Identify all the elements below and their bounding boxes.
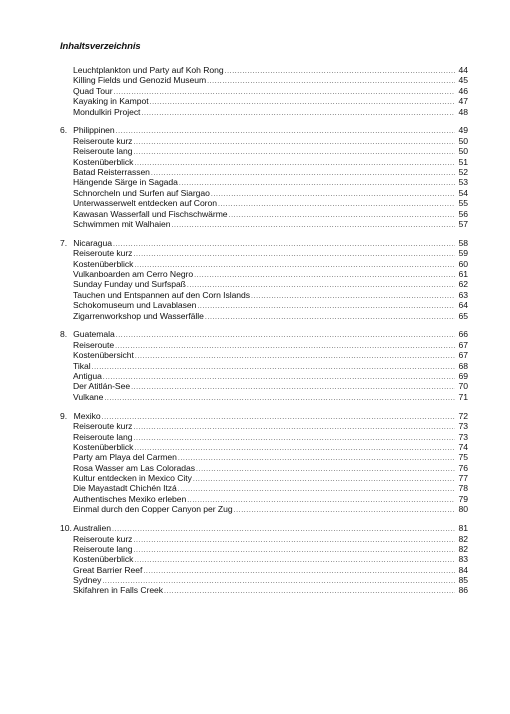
entry-page-number: 70 (458, 381, 468, 392)
entry-title: Batad Reisterrassen (73, 167, 150, 178)
entry-page-number: 83 (458, 554, 468, 565)
entry-title: Reiseroute kurz (73, 421, 133, 432)
entry-page-number: 65 (458, 310, 468, 321)
entry-page-number: 53 (458, 177, 468, 188)
toc-group (60, 125, 468, 229)
entry-title: Sydney (73, 575, 102, 586)
dot-leader (234, 506, 455, 516)
entry-page-number: 76 (458, 462, 468, 473)
entry-page-number: 64 (458, 300, 468, 311)
entry-title: Killing Fields und Genozid Museum (73, 75, 207, 86)
toc-entry-row[interactable] (60, 107, 468, 117)
toc-entry-row[interactable] (60, 371, 468, 381)
toc-chapter-row[interactable] (60, 523, 468, 533)
toc-group (60, 329, 468, 402)
entry-page-number: 67 (458, 350, 468, 361)
toc-entry-row[interactable] (60, 300, 468, 310)
dot-leader (102, 413, 455, 423)
entry-page-number: 79 (458, 493, 468, 504)
entry-title: Quad Tour (73, 85, 113, 96)
chapter-title: Philippinen (73, 125, 115, 136)
entry-page-number: 46 (458, 85, 468, 96)
entry-page-number: 55 (458, 198, 468, 209)
dot-leader (151, 169, 455, 179)
entry-title: Reiseroute lang (73, 543, 133, 554)
dot-leader (116, 127, 455, 137)
entry-title: Schwimmen mit Walhaien (73, 218, 171, 229)
entry-page-number: 50 (458, 146, 468, 157)
dot-leader (179, 179, 455, 189)
toc-entry-row[interactable] (60, 381, 468, 391)
entry-title: Reiseroute lang (73, 431, 133, 442)
entry-title: Reiseroute kurz (73, 248, 133, 259)
entry-page-number: 50 (458, 135, 468, 146)
entry-title: Kayaking in Kampot (73, 96, 149, 107)
entry-page-number: 68 (458, 360, 468, 371)
chapter-title: Nicaragua (73, 237, 112, 248)
entry-title: Die Mayastadt Chichén Itzá (73, 483, 177, 494)
dot-leader (116, 331, 455, 341)
dot-leader (211, 190, 455, 200)
toc-entry-row[interactable] (60, 494, 468, 504)
toc-entry-row[interactable] (60, 311, 468, 321)
entry-page-number: 73 (458, 421, 468, 432)
entry-title: Antigua (73, 371, 102, 382)
toc-entry-row[interactable] (60, 65, 468, 75)
toc-entry-row[interactable] (60, 421, 468, 431)
chapter-page-number: 81 (458, 523, 468, 534)
dot-leader (92, 363, 455, 373)
chapter-page-number: 66 (458, 329, 468, 340)
dot-leader (225, 67, 455, 77)
dot-leader (133, 423, 455, 433)
toc-entry-row[interactable] (60, 157, 468, 167)
toc-entry-row[interactable] (60, 198, 468, 208)
toc-entry-row[interactable] (60, 442, 468, 452)
dot-leader (205, 313, 455, 323)
entry-title: Reiseroute kurz (73, 533, 133, 544)
entry-title: Rosa Wasser am Las Coloradas (73, 462, 195, 473)
entry-page-number: 61 (458, 269, 468, 280)
dot-leader (135, 352, 455, 362)
entry-title: Sunday Funday und Surfspaß (73, 279, 186, 290)
dot-leader (197, 302, 455, 312)
entry-title: Kawasan Wasserfall und Fischschwärme (73, 208, 228, 219)
entry-page-number: 56 (458, 208, 468, 219)
entry-page-number: 75 (458, 452, 468, 463)
toc-group (60, 238, 468, 321)
entry-page-number: 57 (458, 218, 468, 229)
entry-page-number: 54 (458, 187, 468, 198)
entry-page-number: 71 (458, 391, 468, 402)
toc-entry-row[interactable] (60, 279, 468, 289)
entry-page-number: 62 (458, 279, 468, 290)
chapter-title: Guatemala (73, 329, 115, 340)
dot-leader (133, 536, 455, 546)
dot-leader (251, 292, 455, 302)
entry-title: Skifahren in Falls Creek (73, 585, 164, 596)
toc-entry-row[interactable] (60, 463, 468, 473)
chapter-number: 9. (60, 410, 68, 421)
entry-title: Unterwasserwelt entdecken auf Coron (73, 198, 217, 209)
entry-page-number: 85 (458, 575, 468, 586)
toc-entry-row[interactable] (60, 167, 468, 177)
entry-title: Leuchtplankton und Party auf Koh Rong (73, 65, 224, 75)
chapter-number: 6. (60, 125, 68, 136)
dot-leader (133, 250, 455, 260)
toc-entry-row[interactable] (60, 504, 468, 514)
entry-page-number: 86 (458, 585, 468, 596)
entry-page-number: 82 (458, 533, 468, 544)
dot-leader (178, 485, 455, 495)
dot-leader (114, 88, 455, 98)
entry-title: Reiseroute lang (73, 146, 133, 157)
entry-page-number: 45 (458, 75, 468, 86)
dot-leader (134, 556, 455, 566)
toc-entry-row[interactable] (60, 361, 468, 371)
toc-chapter-row[interactable] (60, 411, 468, 421)
chapter-number: 7. (60, 237, 68, 248)
dot-leader (133, 138, 455, 148)
entry-page-number: 82 (458, 543, 468, 554)
toc-entry-row[interactable] (60, 188, 468, 198)
entry-title: Great Barrier Reef (73, 564, 143, 575)
entry-page-number: 59 (458, 248, 468, 259)
dot-leader (218, 200, 455, 210)
entry-title: Reiseroute kurz (73, 135, 133, 146)
entry-title: Kultur entdecken in Mexico City (73, 473, 192, 484)
chapter-title: Mexiko (73, 410, 101, 421)
entry-page-number: 78 (458, 483, 468, 494)
table-of-contents (60, 65, 468, 596)
entry-title: Mondulkiri Project (73, 106, 141, 117)
dot-leader (229, 211, 455, 221)
toc-entry-row[interactable] (60, 259, 468, 269)
dot-leader (133, 148, 455, 158)
toc-entry-row[interactable] (60, 248, 468, 258)
entry-title: Authentisches Mexiko erleben (73, 493, 187, 504)
chapter-number: 8. (60, 329, 68, 340)
dot-leader (171, 221, 455, 231)
dot-leader (133, 434, 455, 444)
toc-entry-row[interactable] (60, 483, 468, 493)
toc-entry-row[interactable] (60, 554, 468, 564)
toc-entry-row[interactable] (60, 534, 468, 544)
entry-title: Kostenüberblick (73, 554, 134, 565)
toc-entry-row[interactable] (60, 219, 468, 229)
entry-title: Tikal (73, 360, 91, 371)
toc-heading: Inhaltsverzeichnis (60, 41, 141, 52)
toc-entry-row[interactable] (60, 544, 468, 554)
dot-leader (112, 525, 455, 535)
toc-group (60, 411, 468, 515)
entry-title: Vulkane (73, 391, 104, 402)
entry-page-number: 60 (458, 258, 468, 269)
chapter-number: 10. (60, 523, 72, 534)
chapter-page-number: 49 (458, 125, 468, 136)
entry-page-number: 52 (458, 167, 468, 178)
toc-chapter-row[interactable] (60, 238, 468, 248)
entry-page-number: 73 (458, 431, 468, 442)
entry-title: Reiseroute (73, 339, 115, 350)
entry-page-number: 48 (458, 106, 468, 117)
entry-title: Schokomuseum und Lavablasen (73, 300, 197, 311)
dot-leader (104, 394, 455, 404)
toc-entry-row[interactable] (60, 96, 468, 106)
toc-entry-row[interactable] (60, 269, 468, 279)
toc-entry-row[interactable] (60, 392, 468, 402)
toc-entry-row[interactable] (60, 86, 468, 96)
entry-page-number: 63 (458, 289, 468, 300)
dot-leader (131, 383, 455, 393)
dot-leader (194, 271, 455, 281)
toc-entry-row[interactable] (60, 432, 468, 442)
dot-leader (134, 159, 455, 169)
dot-leader (143, 567, 455, 577)
entry-title: Tauchen und Entspannen auf den Corn Islands (73, 289, 251, 300)
toc-entry-row[interactable] (60, 75, 468, 85)
toc-chapter-row[interactable] (60, 125, 468, 135)
toc-group (60, 523, 468, 596)
toc-entry-row[interactable] (60, 146, 468, 156)
entry-title: Schnorcheln und Surfen auf Siargao (73, 187, 210, 198)
dot-leader (141, 109, 455, 119)
entry-title: Hängende Särge in Sagada (73, 177, 178, 188)
entry-title: Der Atitlán-See (73, 381, 131, 392)
toc-group (60, 65, 468, 117)
toc-entry-row[interactable] (60, 565, 468, 575)
entry-page-number: 51 (458, 156, 468, 167)
dot-leader (164, 587, 455, 597)
entry-page-number: 69 (458, 371, 468, 382)
dot-leader (113, 240, 455, 250)
entry-page-number: 84 (458, 564, 468, 575)
entry-page-number: 44 (458, 65, 468, 75)
entry-title: Zigarrenworkshop und Wasserfälle (73, 310, 204, 321)
entry-title: Party am Playa del Carmen (73, 452, 177, 463)
chapter-page-number: 72 (458, 410, 468, 421)
toc-entry-row[interactable] (60, 350, 468, 360)
toc-entry-row[interactable] (60, 340, 468, 350)
dot-leader (196, 465, 455, 475)
entry-title: Kostenüberblick (73, 258, 134, 269)
toc-entry-row[interactable] (60, 136, 468, 146)
chapter-title: Australien (73, 523, 111, 534)
dot-leader (103, 373, 455, 383)
dot-leader (133, 546, 455, 556)
dot-leader (178, 454, 455, 464)
entry-title: Einmal durch den Copper Canyon per Zug (73, 504, 233, 515)
chapter-page-number: 58 (458, 237, 468, 248)
toc-chapter-row[interactable] (60, 329, 468, 339)
dot-leader (150, 98, 455, 108)
entry-page-number: 80 (458, 504, 468, 515)
toc-entry-row[interactable] (60, 452, 468, 462)
entry-page-number: 74 (458, 441, 468, 452)
dot-leader (193, 475, 455, 485)
entry-title: Vulkanboarden am Cerro Negro (73, 269, 194, 280)
toc-entry-row[interactable] (60, 575, 468, 585)
entry-title: Kostenübersicht (73, 350, 134, 361)
toc-entry-row[interactable] (60, 209, 468, 219)
entry-page-number: 67 (458, 339, 468, 350)
dot-leader (207, 77, 455, 87)
toc-entry-row[interactable] (60, 177, 468, 187)
entry-page-number: 47 (458, 96, 468, 107)
toc-entry-row[interactable] (60, 290, 468, 300)
toc-entry-row[interactable] (60, 473, 468, 483)
entry-title: Kostenüberblick (73, 441, 134, 452)
toc-entry-row[interactable] (60, 585, 468, 595)
dot-leader (115, 342, 455, 352)
entry-page-number: 77 (458, 473, 468, 484)
entry-title: Kostenüberblick (73, 156, 134, 167)
dot-leader (134, 444, 455, 454)
